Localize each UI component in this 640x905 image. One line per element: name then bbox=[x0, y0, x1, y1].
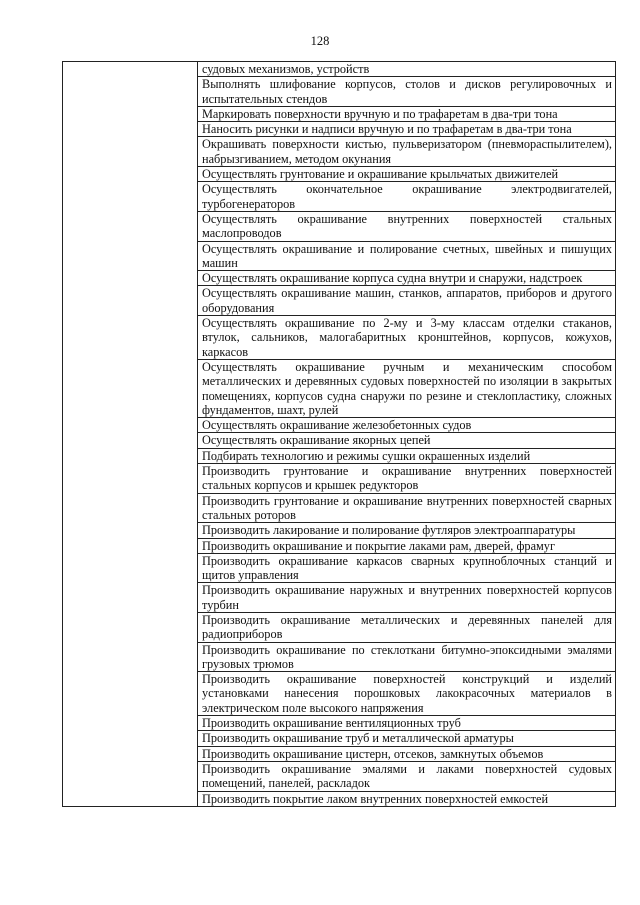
skill-cell: Маркировать поверхности вручную и по трафаретам в два-три тона bbox=[198, 106, 616, 121]
skill-cell: Осуществлять грунтование и окрашивание крыльчатых движителей bbox=[198, 167, 616, 182]
skill-cell: Производить окрашивание цистерн, отсеков, замкнутых объемов bbox=[198, 746, 616, 761]
skill-cell: Производить окрашивание и покрытие лаками рам, дверей, фрамуг bbox=[198, 538, 616, 553]
skill-cell: Производить окрашивание вентиляционных труб bbox=[198, 716, 616, 731]
skill-cell: Производить грунтование и окрашивание внутренних поверхностей сварных стальных роторов bbox=[198, 493, 616, 523]
skills-table bbox=[62, 61, 616, 807]
skill-cell: Производить покрытие лаком внутренних поверхностей емкостей bbox=[198, 791, 616, 806]
skill-cell: судовых механизмов, устройств bbox=[198, 62, 616, 77]
skill-cell: Выполнять шлифование корпусов, столов и дисков регулировочных и испытательных стендов bbox=[198, 77, 616, 107]
skill-cell: Осуществлять окрашивание железобетонных судов bbox=[198, 418, 616, 433]
skill-cell: Производить грунтование и окрашивание внутренних поверхностей стальных корпусов и крышек редукторов bbox=[198, 464, 616, 494]
skill-cell: Осуществлять окончательное окрашивание электродвигателей, турбогенераторов bbox=[198, 182, 616, 212]
skill-cell: Осуществлять окрашивание корпуса судна внутри и снаружи, надстроек bbox=[198, 271, 616, 286]
empty-left-column-cell bbox=[63, 62, 198, 807]
skill-cell: Наносить рисунки и надписи вручную и по трафаретам в два-три тона bbox=[198, 122, 616, 137]
skill-cell: Производить окрашивание металлических и деревянных панелей для радиоприборов bbox=[198, 612, 616, 642]
skill-cell: Осуществлять окрашивание ручным и механическим способом металлических и деревянных судовых поверхностей по изоляции в закрытых помещениях, корпусов судна снаружи по резине и стеклопластику, сложных фундаментов, шахт, рулей bbox=[198, 359, 616, 417]
table-row bbox=[63, 62, 616, 77]
skill-cell: Осуществлять окрашивание машин, станков, аппаратов, приборов и другого оборудования bbox=[198, 286, 616, 316]
skill-cell: Производить окрашивание поверхностей конструкций и изделий установками нанесения порошковых лакокрасочных материалов в электрическом поле высокого напряжения bbox=[198, 672, 616, 716]
skill-cell: Осуществлять окрашивание и полирование счетных, швейных и пишущих машин bbox=[198, 241, 616, 271]
skill-cell: Подбирать технологию и режимы сушки окрашенных изделий bbox=[198, 448, 616, 463]
skill-cell: Осуществлять окрашивание по 2-му и 3-му классам отделки стаканов, втулок, сальников, малогабаритных кронштейнов, корпусов, кожухов, каркасов bbox=[198, 316, 616, 360]
skills-table-body bbox=[63, 62, 616, 807]
skill-cell: Производить окрашивание по стеклоткани битумно-эпоксидными эмалями грузовых трюмов bbox=[198, 642, 616, 672]
page-number: 128 bbox=[310, 34, 330, 48]
skill-cell: Производить лакирование и полирование футляров электроаппаратуры bbox=[198, 523, 616, 538]
skill-cell: Производить окрашивание труб и металлической арматуры bbox=[198, 731, 616, 746]
skill-cell: Производить окрашивание эмалями и лаками поверхностей судовых помещений, панелей, раскладок bbox=[198, 761, 616, 791]
skill-cell: Производить окрашивание наружных и внутренних поверхностей корпусов турбин bbox=[198, 583, 616, 613]
skill-cell: Осуществлять окрашивание внутренних поверхностей стальных маслопроводов bbox=[198, 211, 616, 241]
skill-cell: Осуществлять окрашивание якорных цепей bbox=[198, 433, 616, 448]
skill-cell: Окрашивать поверхности кистью, пульверизатором (пневмораспылителем), набрызгиванием, методом окунания bbox=[198, 137, 616, 167]
skill-cell: Производить окрашивание каркасов сварных крупноблочных станций и щитов управления bbox=[198, 553, 616, 583]
